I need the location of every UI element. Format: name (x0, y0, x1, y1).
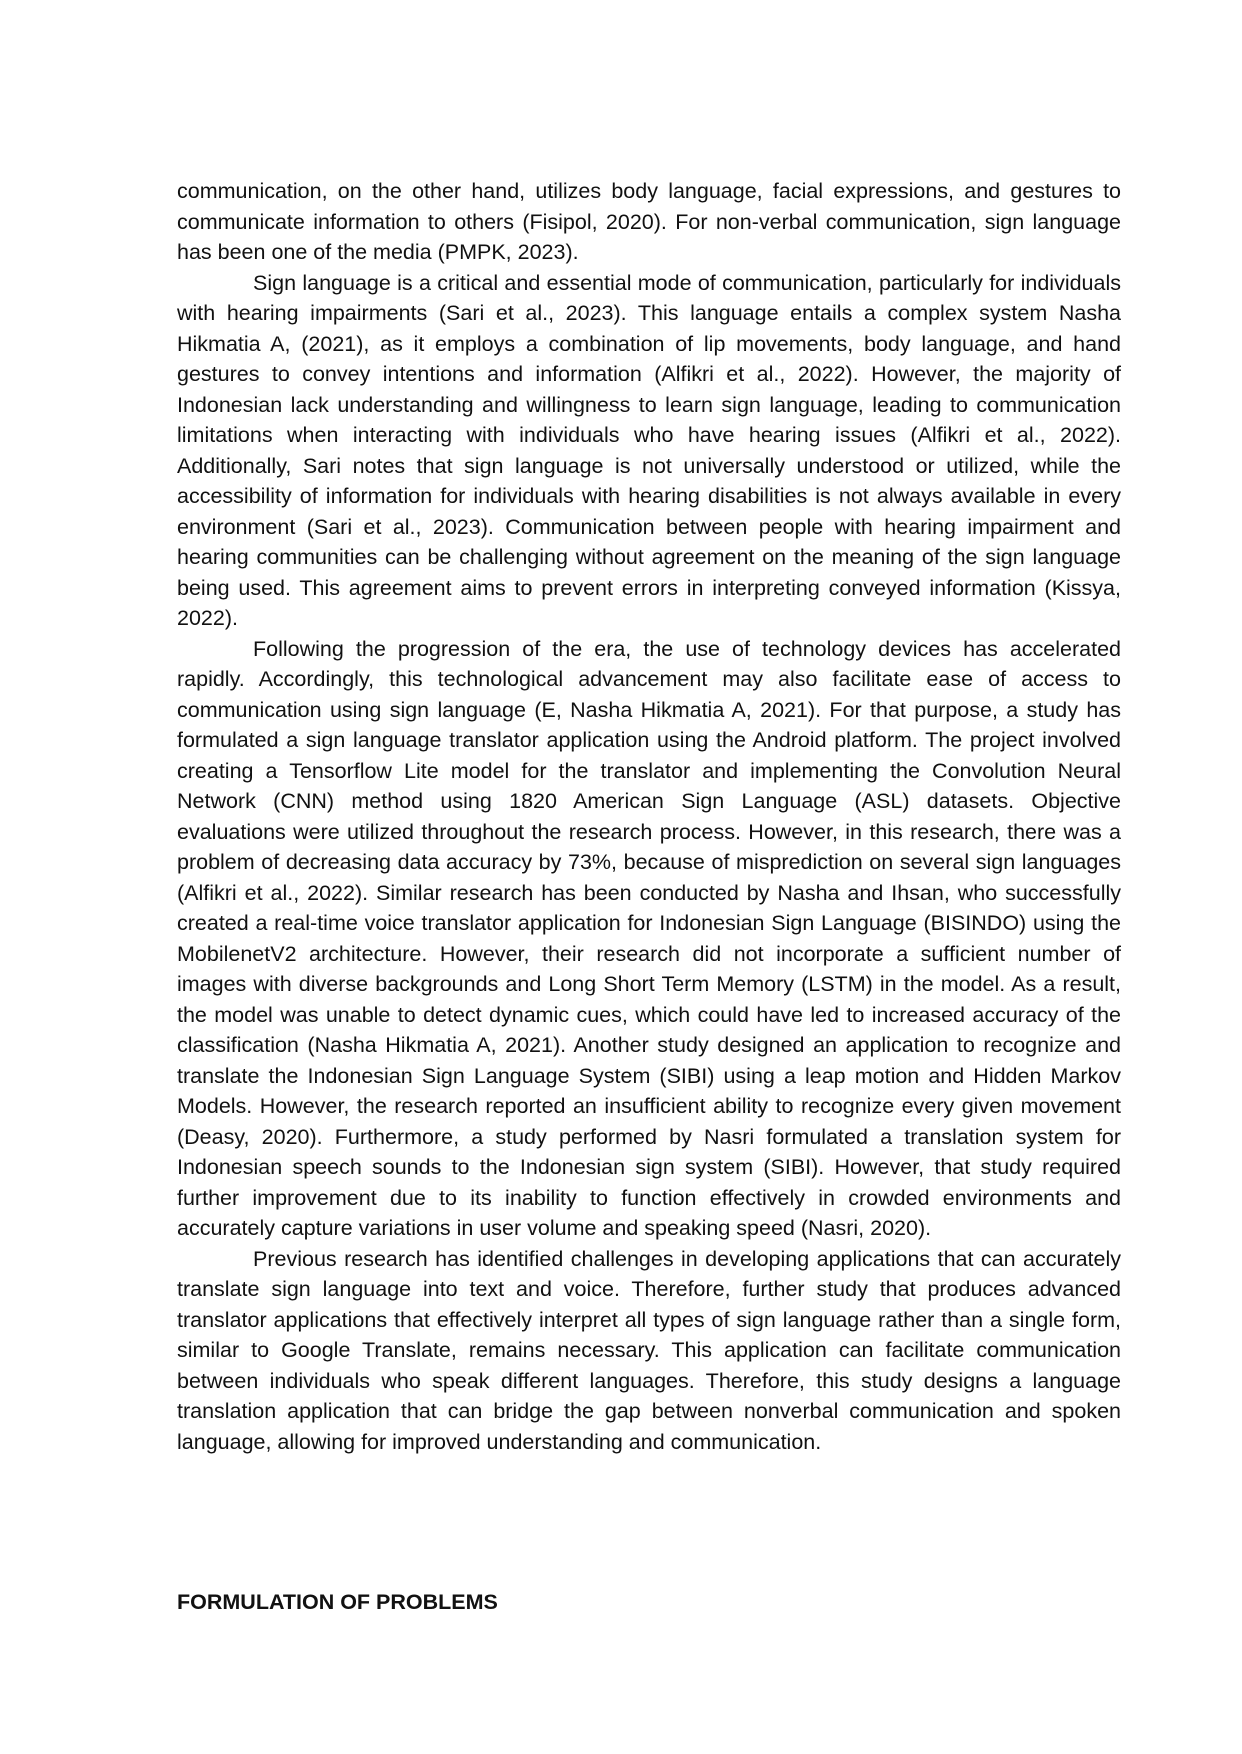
paragraph-sign-language: Sign language is a critical and essential mode of communication, particularly for individuals with hearing impairments (Sari et al., 2023). This language entails a complex system Nasha Hikmatia A, (2021), as it employs a combination of lip movements, body language, and hand gestures to convey intentions and information (Alfikri et al., 2022). However, the majority of Indonesian lack understanding and willingness to learn sign language, leading to communication limitations when interacting with individuals who have hearing issues (Alfikri et al., 2022). Additionally, Sari notes that sign language is not universally understood or utilized, while the accessibility of information for individuals with hearing disabilities is not always available in every environment (Sari et al., 2023). Communication between people with hearing impairment and hearing communities can be challenging without agreement on the meaning of the sign language being used. This agreement aims to prevent errors in interpreting conveyed information (Kissya, 2022). (177, 270, 1121, 630)
paragraph-technology: Following the progression of the era, the use of technology devices has accelerated rapidly. Accordingly, this technological advancement may also facilitate ease of access to communication using sign language (E, Nasha Hikmatia A, 2021). For that purpose, a study has formulated a sign language translator application using the Android platform. The project involved creating a Tensorflow Lite model for the translator and implementing the Convolution Neural Network (CNN) method using 1820 American Sign Language (ASL) datasets. Objective evaluations were utilized throughout the research process. However, in this research, there was a problem of decreasing data accuracy by 73%, because of misprediction on several sign languages (Alfikri et al., 2022). Similar research has been conducted by Nasha and Ihsan, who successfully created a real-time voice translator application for Indonesian Sign Language (BISINDO) using the MobilenetV2 architecture. However, their research did not incorporate a sufficient number of images with diverse backgrounds and Long Short Term Memory (LSTM) in the model. As a result, the model was unable to detect dynamic cues, which could have led to increased accuracy of the classification (Nasha Hikmatia A, 2021). Another study designed an application to recognize and translate the Indonesian Sign Language System (SIBI) using a leap motion and Hidden Markov Models. However, the research reported an insufficient ability to recognize every given movement (Deasy, 2020). Furthermore, a study performed by Nasri formulated a translation system for Indonesian speech sounds to the Indonesian sign system (SIBI). However, that study required further improvement due to its inability to function effectively in crowded environments and accurately capture variations in user volume and speaking speed (Nasri, 2020). (177, 636, 1121, 1240)
paragraph-continuation: communication, on the other hand, utilizes body language, facial expressions, and gestures to communicate information to others (Fisipol, 2020). For non-verbal communication, sign language has been one of the media (PMPK, 2023). (177, 179, 1121, 264)
body-text (177, 176, 1121, 1457)
paragraph-previous-research: Previous research has identified challenges in developing applications that can accurately translate sign language into text and voice. Therefore, further study that produces advanced translator applications that effectively interpret all types of sign language rather than a single form, similar to Google Translate, remains necessary. This application can facilitate communication between individuals who speak different languages. Therefore, this study designs a language translation application that can bridge the gap between nonverbal communication and spoken language, allowing for improved understanding and communication. (177, 1246, 1121, 1454)
section-heading: FORMULATION OF PROBLEMS (177, 1590, 498, 1614)
